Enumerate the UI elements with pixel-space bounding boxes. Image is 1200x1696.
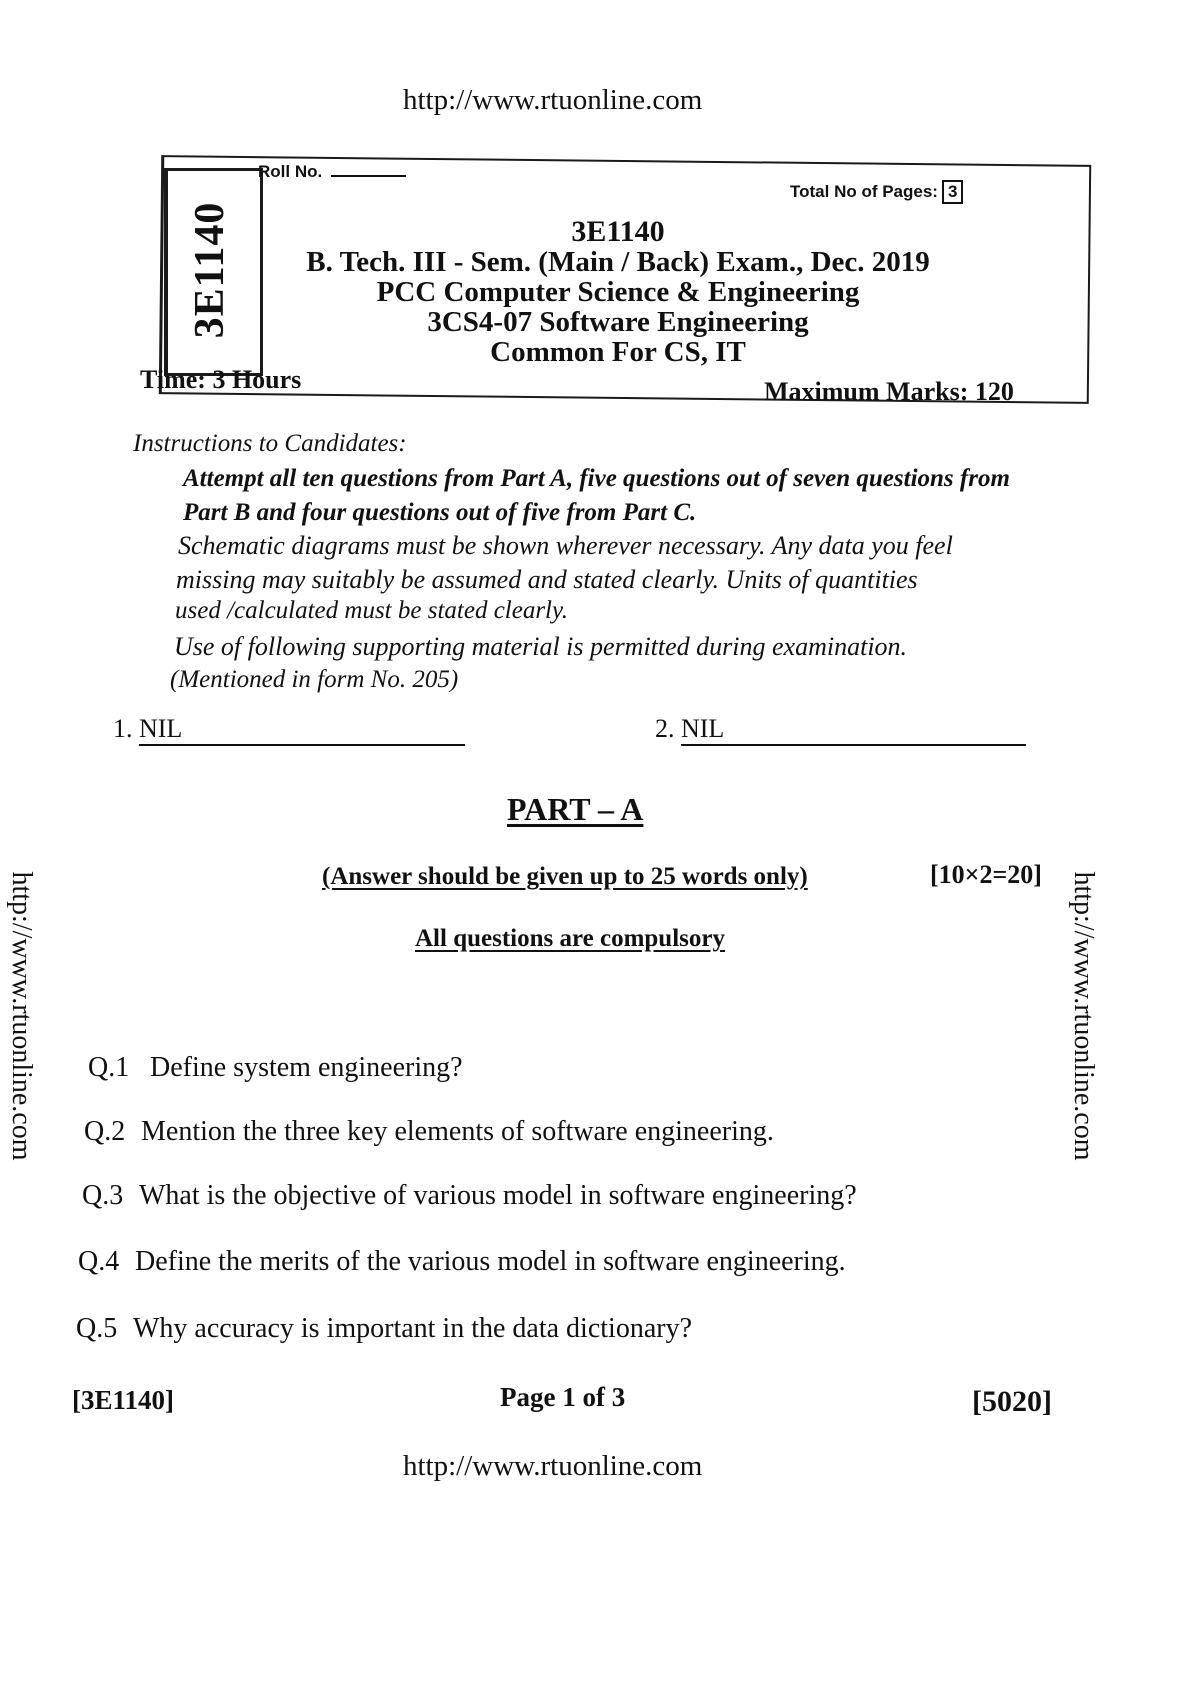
question-1	[88, 1052, 463, 1084]
question-number: Q.3	[82, 1180, 124, 1211]
max-marks: Maximum Marks: 120	[764, 377, 1014, 406]
instruction-line-1: Attempt all ten questions from Part A, five questions out of seven questions from	[183, 465, 1010, 492]
instruction-line-4: missing may suitably be assumed and stated clearly. Units of quantities	[176, 565, 918, 594]
instruction-line-5: used /calculated must be stated clearly.	[175, 597, 568, 624]
part-note: All questions are compulsory	[415, 925, 725, 952]
question-number: Q.1	[88, 1052, 130, 1083]
material-2-value: NIL	[681, 714, 1026, 746]
instruction-line-6: Use of following supporting material is permitted during examination.	[174, 632, 908, 661]
site-url-top[interactable]: http://www.rtuonline.com	[403, 84, 703, 116]
total-pages-value: 3	[942, 180, 963, 204]
question-text: Define the merits of the various model in software engineering.	[135, 1246, 846, 1277]
material-item-2: 2. NIL	[655, 714, 1026, 746]
question-text: Mention the three key elements of software engineering.	[141, 1116, 774, 1147]
instruction-line-3: Schematic diagrams must be shown wherever necessary. Any data you feel	[178, 531, 953, 560]
question-4	[78, 1246, 846, 1278]
total-pages-label: Total No of Pages:	[790, 182, 938, 201]
question-2	[84, 1116, 774, 1148]
instruction-line-7: (Mentioned in form No. 205)	[170, 666, 459, 693]
paper-code: 3E1140	[571, 215, 665, 248]
branch-line: PCC Computer Science & Engineering	[376, 276, 860, 308]
part-marks: [10×2=20]	[930, 860, 1042, 889]
instructions-heading: Instructions to Candidates:	[133, 430, 407, 457]
footer-series-code: [5020]	[972, 1385, 1052, 1418]
question-number: Q.2	[84, 1116, 126, 1147]
material-1-value: NIL	[139, 714, 465, 746]
question-number: Q.4	[78, 1246, 120, 1277]
question-text: Define system engineering?	[150, 1052, 463, 1083]
site-url-bottom[interactable]: http://www.rtuonline.com	[403, 1450, 703, 1482]
material-item-1: 1. NIL	[113, 714, 465, 746]
side-url-left[interactable]: http://www.rtuonline.com	[6, 871, 37, 1161]
exam-title: B. Tech. III - Sem. (Main / Back) Exam., Dec. 2019	[306, 246, 930, 278]
instruction-line-2: Part B and four questions out of five from Part C.	[183, 499, 697, 526]
roll-no-label: Roll No.	[258, 162, 406, 182]
exam-time: Time: 3 Hours	[140, 365, 302, 394]
question-text: What is the objective of various model in software engineering?	[139, 1180, 857, 1211]
question-number: Q.5	[76, 1313, 118, 1344]
common-for-line: Common For CS, IT	[490, 336, 746, 368]
question-3	[82, 1180, 857, 1212]
part-subtitle: (Answer should be given up to 25 words only)	[322, 863, 808, 890]
page-number: Page 1 of 3	[500, 1382, 626, 1412]
footer-paper-code: [3E1140]	[72, 1385, 175, 1415]
question-text: Why accuracy is important in the data dictionary?	[133, 1313, 693, 1344]
roll-no-blank	[331, 175, 406, 177]
subject-line: 3CS4-07 Software Engineering	[427, 306, 809, 338]
part-title: PART – A	[507, 791, 644, 827]
side-url-right[interactable]: http://www.rtuonline.com	[1068, 871, 1099, 1161]
total-pages	[790, 180, 963, 204]
paper-code-vertical: 3E1140	[187, 201, 233, 339]
question-5	[76, 1313, 692, 1345]
